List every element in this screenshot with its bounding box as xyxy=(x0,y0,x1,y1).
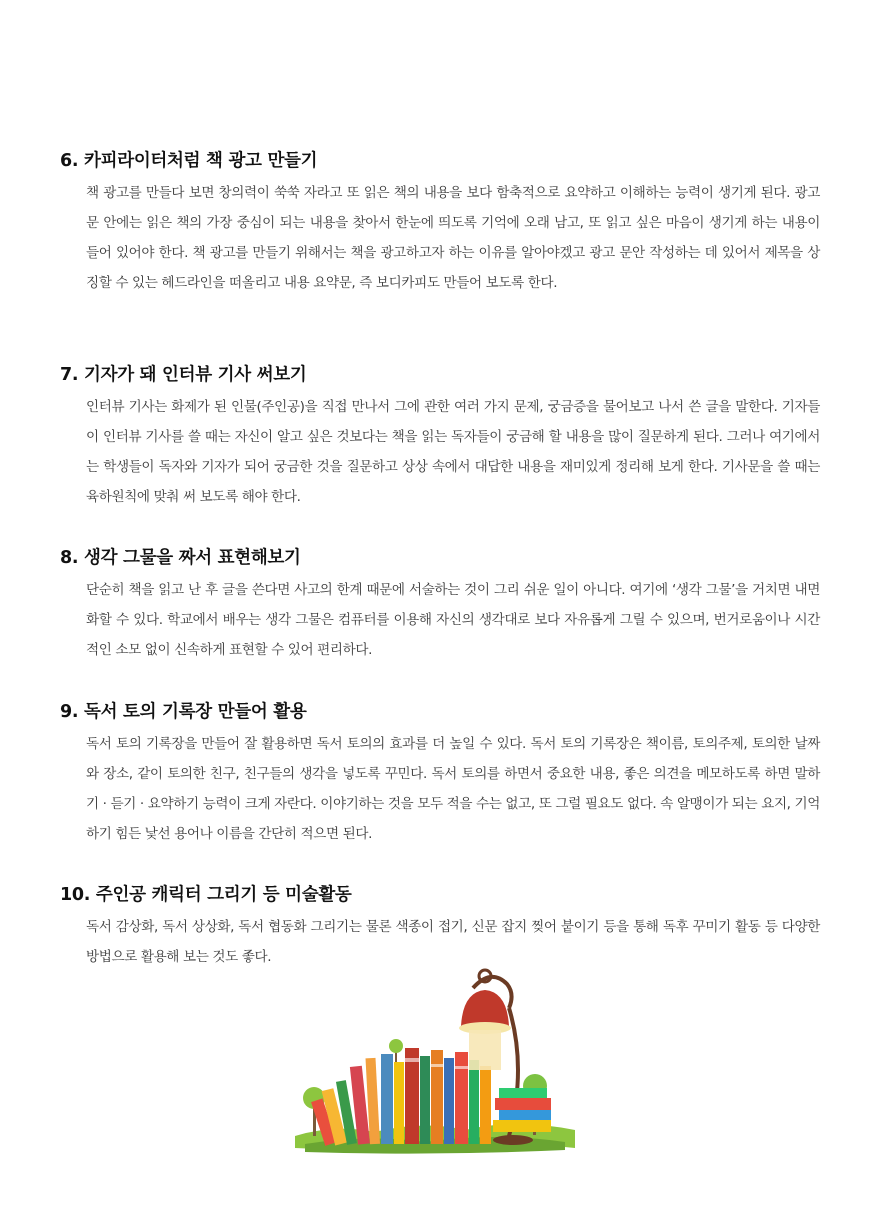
section-9 xyxy=(60,699,820,849)
books-row-icon xyxy=(311,1048,491,1146)
section-body: 독서 감상화, 독서 상상화, 독서 협동화 그리기는 물론 색종이 접기, 신문 잡지 찢어 붙이기 등을 통해 독후 꾸미기 활동 등 다양한 방법으로 활용해 보는 것도 좋다. xyxy=(86,919,820,965)
section-8 xyxy=(60,545,820,665)
section-heading: 6. 카피라이터처럼 책 광고 만들기 xyxy=(60,151,318,171)
section-body: 단순히 책을 읽고 난 후 글을 쓴다면 사고의 한계 때문에 서술하는 것이 그리 쉬운 일이 아니다. 여기에 ‘생각 그물’을 거치면 내면화할 수 있다. 학교에서 배우는 생각 그물은 컴퓨터를 이용해 자신의 생각대로 보다 자유롭게 그릴 수 있으며, 번거로움이나 시간적인 소모 없이 신속하게 표현할 수 있어 편리하다. xyxy=(86,582,820,658)
section-body: 인터뷰 기사는 화제가 된 인물(주인공)을 직접 만나서 그에 관한 여러 가지 문제, 궁금증을 물어보고 나서 쓴 글을 말한다. 기자들이 인터뷰 기사를 쓸 때는 자신이 알고 싶은 것보다는 책을 읽는 독자들이 궁금해 할 내용을 많이 질문하게 된다. 그러나 여기에서는 학생들이 독자와 기자가 되어 궁금한 것을 질문하고 상상 속에서 대답한 내용을 재미있게 정리해 보게 한다. 기사문을 쓸 때는 육하원칙에 맞춰 써 보도록 해야 한다. xyxy=(86,399,820,505)
section-body: 책 광고를 만들다 보면 창의력이 쑥쑥 자라고 또 읽은 책의 내용을 보다 함축적으로 요약하고 이해하는 능력이 생기게 된다. 광고문 안에는 읽은 책의 가장 중심이 되는 내용을 찾아서 한눈에 띄도록 기억에 오래 남고, 또 읽고 싶은 마음이 생기게 하는 내용이 들어 있어야 한다. 책 광고를 만들기 위해서는 책을 광고하고자 하는 이유를 알아야겠고 광고 문안 작성하는 데 있어서 제목을 상징할 수 있는 헤드라인을 떠올리고 내용 요약문, 즉 보디카피도 만들어 보도록 한다. xyxy=(86,185,820,291)
books-and-lamp-illustration xyxy=(295,948,575,1158)
section-7 xyxy=(60,362,820,512)
section-heading: 7. 기자가 돼 인터뷰 기사 써보기 xyxy=(60,365,307,385)
section-body: 독서 토의 기록장을 만들어 잘 활용하면 독서 토의의 효과를 더 높일 수 있다. 독서 토의 기록장은 책이름, 토의주제, 토의한 날짜와 장소, 같이 토의한 친구, 친구들의 생각을 넣도록 꾸민다. 독서 토의를 하면서 중요한 내용, 좋은 의견을 메모하도록 하면 말하기 · 듣기 · 요약하기 능력이 크게 자란다. 이야기하는 것을 모두 적을 수는 없고, 또 그럴 필요도 없다. 속 알맹이가 되는 요지, 기억하기 힘든 낯선 용어나 이름을 간단히 적으면 된다. xyxy=(86,736,820,842)
section-heading: 9. 독서 토의 기록장 만들어 활용 xyxy=(60,702,307,722)
section-heading: 10. 주인공 캐릭터 그리기 등 미술활동 xyxy=(60,885,352,905)
section-6 xyxy=(60,148,820,298)
section-heading: 8. 생각 그물을 짜서 표현해보기 xyxy=(60,548,301,568)
book-stack-icon xyxy=(493,1088,551,1132)
